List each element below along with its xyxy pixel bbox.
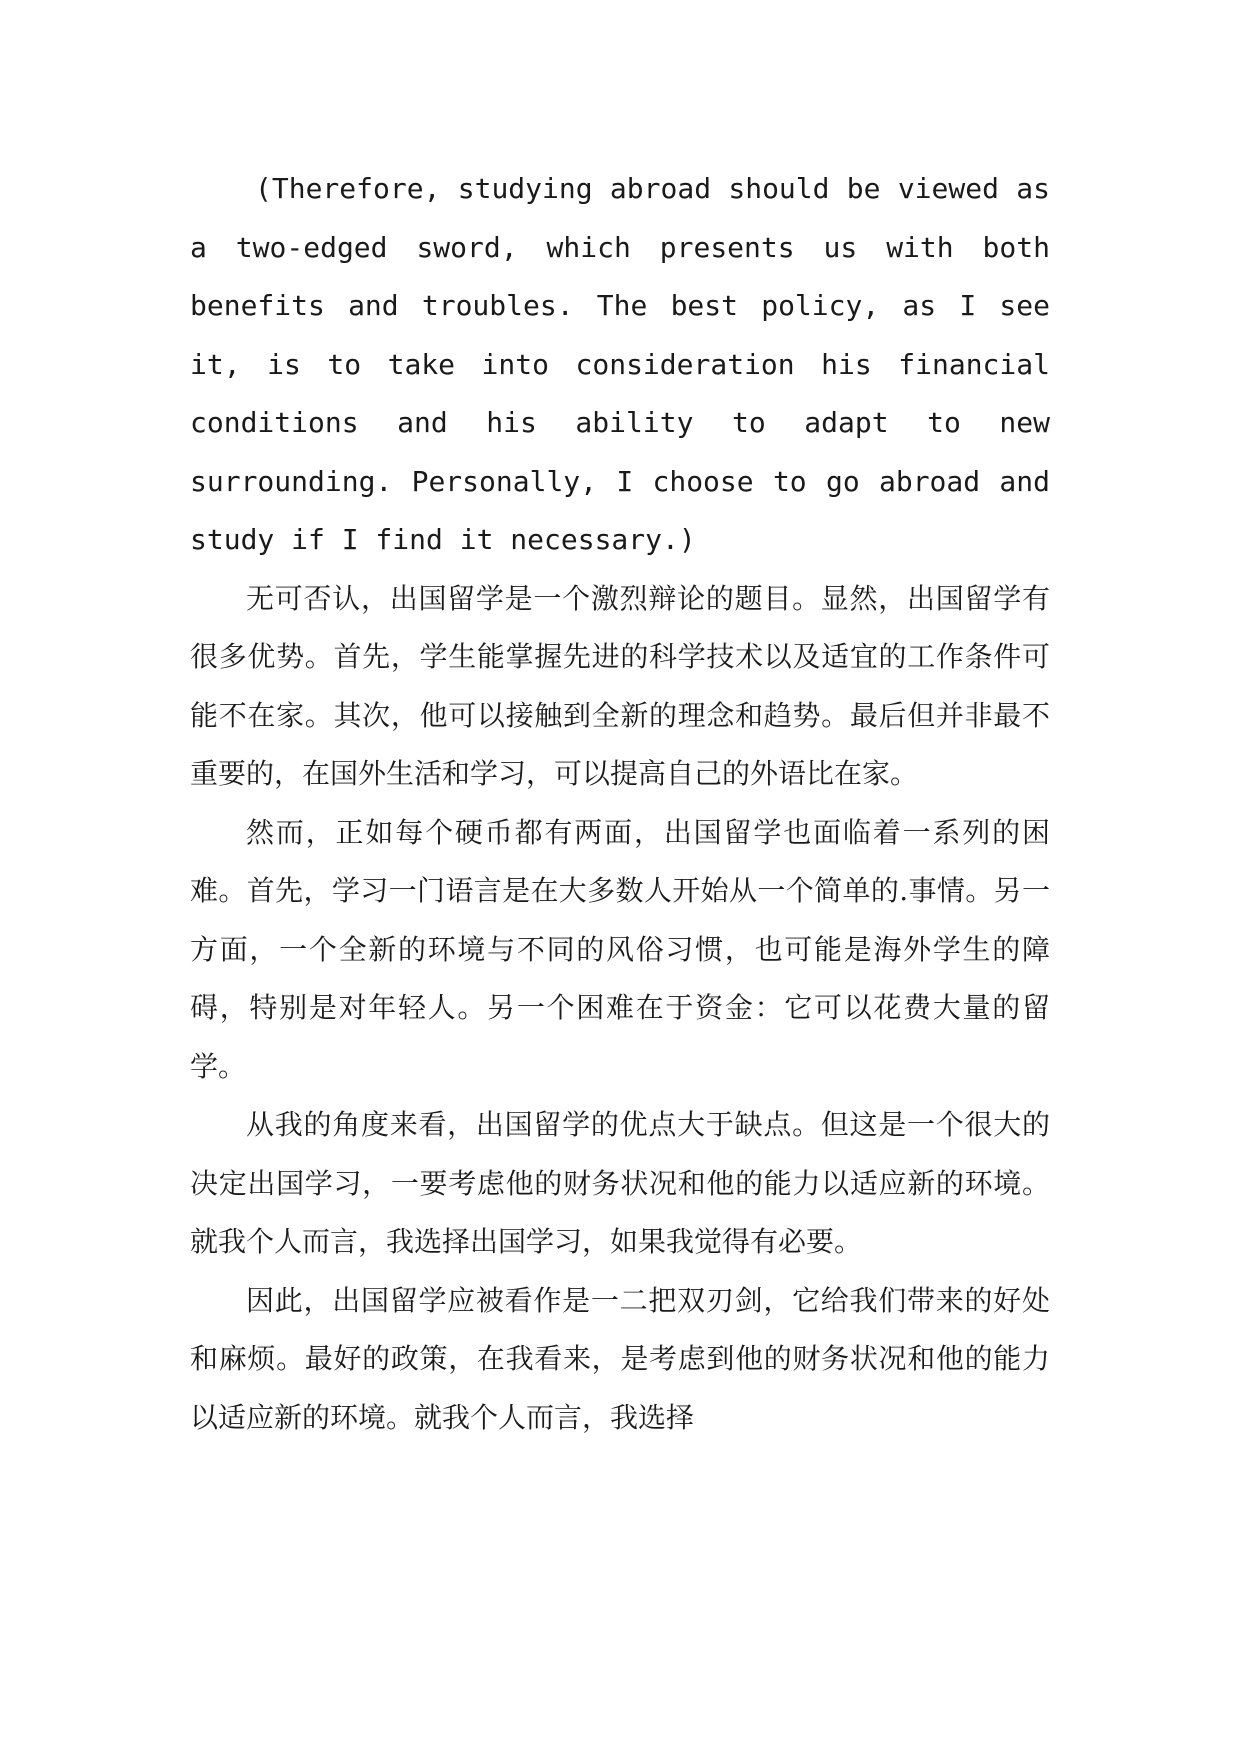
paragraph-english-summary: (Therefore, studying abroad should be viewed as a two-edged sword, which presents us with both benefits and troubles. The best policy, as I see it, is to take into consideration his financial conditions and his ability to adapt to new surrounding. Personally, I choose to go abroad and study if I find it necessary.) (190, 172, 1050, 556)
paragraph-conclusion: 因此，出国留学应被看作是一二把双刃剑，它给我们带来的好处和麻烦。最好的政策，在我看来，是考虑到他的财务状况和他的能力以适应新的环境。就我个人而言，我选择 (190, 1283, 1050, 1434)
paragraph-opinion: 从我的角度来看，出国留学的优点大于缺点。但这是一个很大的决定出国学习，一要考虑他的财务状况和他的能力以适应新的环境。就我个人而言，我选择出国学习，如果我觉得有必要。 (190, 1108, 1050, 1258)
paragraph-intro: 无可否认，出国留学是一个激烈辩论的题目。显然，出国留学有很多优势。首先，学生能掌握先进的科学技术以及适宜的工作条件可能不在家。其次，他可以接触到全新的理念和趋势。最后但并非最不重要的，在国外生活和学习，可以提高自己的外语比在家。 (190, 581, 1050, 790)
document-body (190, 160, 1050, 1447)
paragraph-difficulties: 然而，正如每个硬币都有两面，出国留学也面临着一系列的困难。首先，学习一门语言是在大多数人开始从一个简单的.事情。另一方面，一个全新的环境与不同的风俗习惯，也可能是海外学生的障碍，特别是对年轻人。另一个困难在于资金：它可以花费大量的留学。 (190, 815, 1050, 1083)
